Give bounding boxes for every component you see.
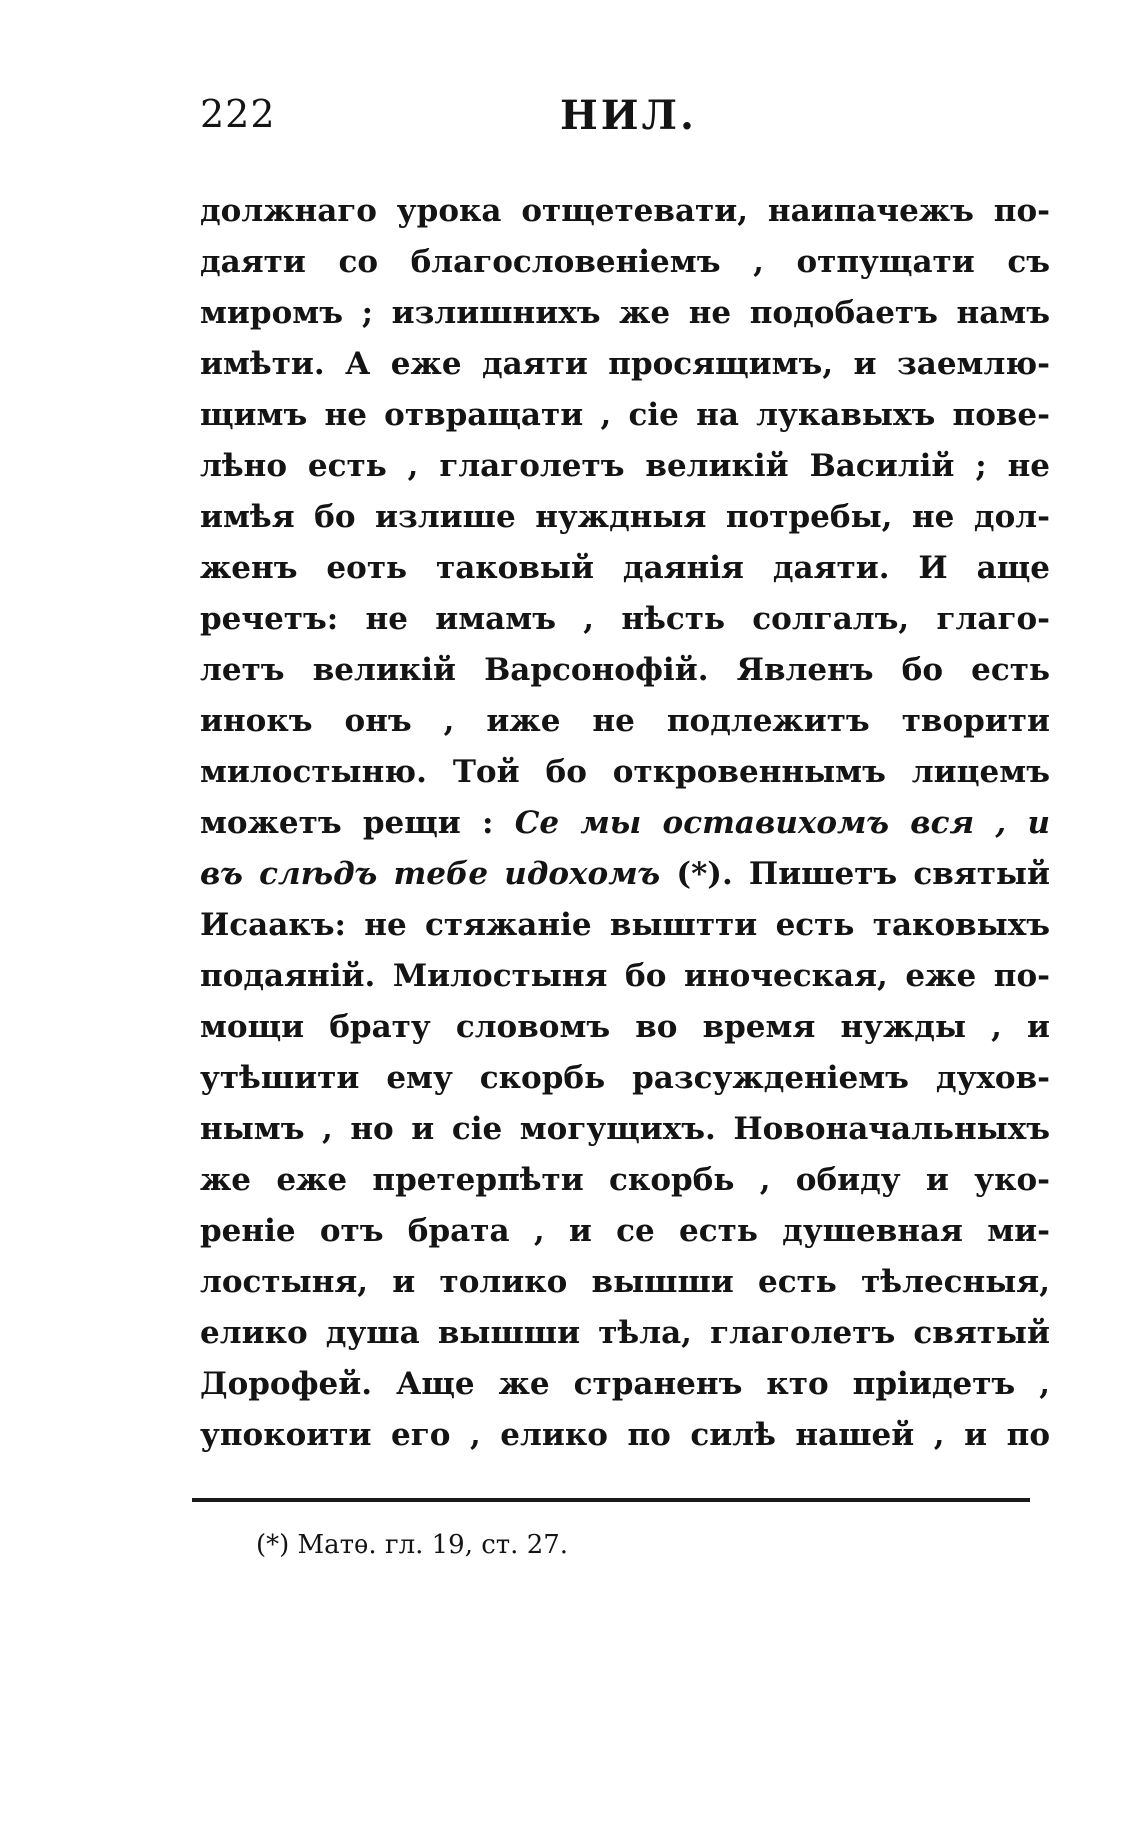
text-line: лостыня, и толико вышши есть тѣлесныя,	[200, 1264, 1050, 1300]
footnote-divider	[192, 1498, 1030, 1502]
text-line: летъ великій Варсонофій. Явленъ бо есть	[200, 652, 1050, 688]
text-line: утѣшити ему скорбь разсужденіемъ духов-	[200, 1060, 1050, 1096]
page-header	[200, 92, 1040, 152]
scripture-quote: Се мы оставихомъ вся , и	[514, 805, 1050, 841]
running-head: НИЛ.	[560, 92, 697, 139]
text-line: же еже претерпѣти скорбь , обиду и уко-	[200, 1162, 1050, 1198]
text-line: нымъ , но и сіе могущихъ. Новоначальныхъ	[200, 1111, 1050, 1147]
text-line: миромъ ; излишнихъ же не подобаетъ намъ	[200, 295, 1050, 331]
text-line: мощи брату словомъ во время нужды , и	[200, 1009, 1050, 1045]
text-line: имѣя бо излише нуждныя потребы, не дол-	[200, 499, 1050, 535]
text-line: женъ еоть таковый даянія даяти. И аще	[200, 550, 1050, 586]
scripture-quote-cont: въ слѣдъ тебе идохомъ	[200, 856, 661, 892]
text-line: речетъ: не имамъ , нѣсть солгалъ, глаго-	[200, 601, 1050, 637]
text-line: щимъ не отвращати , сіе на лукавыхъ пове-	[200, 397, 1050, 433]
text-line: инокъ онъ , иже не подлежитъ творити	[200, 703, 1050, 739]
text-line-quote-end	[200, 849, 1050, 900]
text-line: упокоити его , елико по силѣ нашей , и по	[200, 1417, 1050, 1453]
quote-lead: можетъ рещи :	[200, 805, 515, 841]
text-line: должнаго урока отщетевати, наипачежъ по-	[200, 193, 1050, 229]
text-line: милостыню. Той бо откровеннымъ лицемъ	[200, 754, 1050, 790]
text-line: елико душа вышши тѣла, глаголетъ святый	[200, 1315, 1050, 1351]
text-line: имѣти. А еже даяти просящимъ, и заемлю-	[200, 346, 1050, 382]
text-line-quote-start	[200, 798, 1050, 849]
text-line: лѣно есть , глаголетъ великій Василій ; не	[200, 448, 1050, 484]
footnote: (*) Матѳ. гл. 19, ст. 27.	[256, 1530, 569, 1560]
main-text	[200, 186, 1050, 1461]
text-line: Исаакъ: не стяжаніе выштти есть таковыхъ	[200, 907, 1050, 943]
page-number: 222	[200, 92, 276, 136]
quote-trail: (*). Пишетъ святый	[660, 856, 1050, 892]
text-line: Дорофей. Аще же страненъ кто пріидетъ ,	[200, 1366, 1050, 1402]
text-line: даяти со благословеніемъ , отпущати съ	[200, 244, 1050, 280]
text-line: подаяній. Милостыня бо иноческая, еже по-	[200, 958, 1050, 994]
text-line: реніе отъ брата , и се есть душевная ми-	[200, 1213, 1050, 1249]
